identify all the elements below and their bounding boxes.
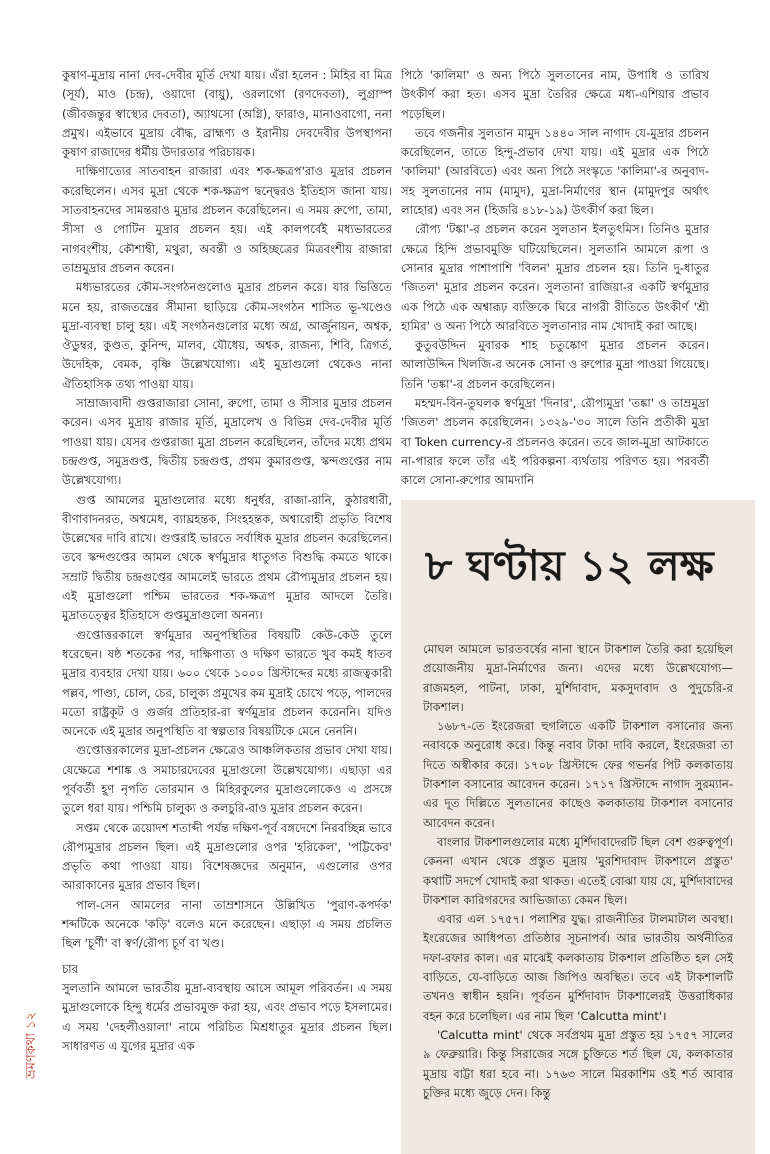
page-number: ১২ (24, 1012, 39, 1029)
paragraph: তবে গজনীর সুলতান মামুদ ১৪৪০ সাল নাগাদ যে-মুদ্রার প্রচলন করেছিলেন, তাতে হিন্দু-প্রভাব দেখা যায়। এই মুদ্রার এক পিঠে 'কালিমা' (আরবিতে) এবং অন্য পিঠে সংস্কৃতে 'কালিমা'-র অনুবাদ-সহ সুলতানের নাম (মামুদ), মুদ্রা-নির্মাণের স্থান (মামুদপুর অর্থাৎ লাহোর) এবং সন (হিজরি ৪১৮-১৯) উৎকীর্ণ করা ছিল। (401, 125, 709, 218)
paragraph: সপ্তম থেকে ত্রয়োদশ শতাব্দী পর্যন্ত দক্ষিণ-পূর্ব বঙ্গদেশে নিরবচ্ছিন্ন ভাবে রৌপ্যমুদ্রার প্রচলন ছিল। এই মুদ্রাগুলোর ওপর 'হরিকেল', 'পট্টিকের' প্রভৃতি কথা পাওয়া যায়। বিশেষজ্ঞদের অনুমান, এগুলোর ওপর আরাকানের মুদ্রার প্রভাব ছিল। (62, 820, 392, 893)
paragraph: মধ্যভারতের কৌম-সংগঠনগুলোও মুদ্রার প্রচলন করে। যার ভিত্তিতে মনে হয়, রাজতন্ত্রের সীমানা ছাড়িয়ে কৌম-সংগঠন শাসিত ভূ-খণ্ডেও মুদ্রা-ব্যবস্থা চালু হয়। এই সংগঠনগুলোর মধ্যে অগ্র, আর্জুনায়ন, অশ্বক, ঔডুম্বর, কুণ্ডত, কুনিন্দ, মালব, যৌধেয়, অশ্বক, রাজন্য, শিবি, ত্রিগর্ত, উদেহিক, বেমক, বৃষ্ণি উল্লেখযোগ্য। এই মুদ্রাগুলো থেকেও নানা ঐতিহাসিক তথ্য পাওয়া যায়। (62, 280, 392, 391)
paragraph: এবার এল ১৭৫৭। পলাশির যুদ্ধ। রাজনীতির টালমাটাল অবস্থা। ইংরেজের আধিপত্য প্রতিষ্ঠার সূচনাপর্ব। আর ভারতীয় অর্থনীতির দফা-রফার কাল। এর মাঝেই কলকাতায় টাকশাল প্রতিষ্ঠিত হল সেই বাড়িতে, যে-বাড়িতে আজ জিপিও অবস্থিত। তবে এই টাকশালটি তখনও স্বাধীন হয়নি। পূর্বতন মুর্শিদাবাদ টাকশালেরই উত্তরাধিকার বহন করে চলেছিল। এর নাম ছিল 'Calcutta mint'। (423, 912, 733, 1023)
paragraph: কুষাণ-মুদ্রায় নানা দেব-দেবীর মূর্তি দেখা যায়। এঁরা হলেন : মিহির বা মিত্র (সূর্য), মাও (চন্দ্র), ওয়াদো (বায়ু), ওরলাগো (রণদেবতা), লুগ্রাস্প (জীবজন্তুর স্বাস্থ্যের দেবতা), অ্যাথসো (অগ্নি), ফারাও, মানাওবাগো, ননা প্রমুখ। এইভাবে মুদ্রায় বৌদ্ধ, ব্রাহ্মণ্য ও ইরানীয় দেবদেবীর উপস্থাপনা কুষাণ রাজাদের ধর্মীয় উদারতার পরিচায়ক। (62, 68, 392, 160)
paragraph: গুপ্ত আমলের মুদ্রাগুলোর মধ্যে ধনুর্ধর, রাজা-রানি, কুঠারধারী, বীণাবাদনরত, অশ্বমেধ, ব্যাঘ্রহন্তক, সিংহহন্তক, অশ্বারোহী প্রভৃতি বিশেষ উল্লেখের দাবি রাখে। গুপ্তরাই ভারতে সর্বাধিক মুদ্রার প্রচলন করেছিলেন। তবে স্কন্দগুপ্তের আমল থেকে স্বর্ণমুদ্রার ধাতুগত বিশুদ্ধি কমতে থাকে। সম্রাট দ্বিতীয় চন্দ্রগুপ্তের আমলেই ভারতে প্রথম রৌপ্যমুদ্রার প্রচলন হয়। এই মুদ্রাগুলো পশ্চিম ভারতের শক-ক্ষত্রপ মুদ্রার আদলে তৈরি। মুদ্রাতত্ত্বের ইতিহাসে গুপ্তমুদ্রাগুলো অনন্য। (62, 492, 392, 623)
paragraph: মোঘল আমলে ভারতবর্ষের নানা স্থানে টাকশাল তৈরি করা হয়েছিল প্রয়োজনীয় মুদ্রা-নির্মাণের জন্য। এদের মধ্যে উল্লেখযোগ্য—রাজমহল, পাটনা, ঢাকা, মুর্শিদাবাদ, মকসুদাবাদ ও পুদুচেরি-র টাকশাল। (423, 642, 733, 714)
sidebar-box (401, 500, 755, 1154)
paragraph: দাক্ষিণাত্যের সাতবাহন রাজারা এবং শক-ক্ষত্রপ'রাও মুদ্রার প্রচলন করেছিলেন। এসব মুদ্রা থেকে শক-ক্ষত্রপ দ্বন্দ্বেরও ইতিহাস জানা যায়। সাতবাহনদের সামন্তরাও মুদ্রার প্রচলন করেছিলেন। এ সময় রুপো, তামা, সীসা ও পোটিন মুদ্রার প্রচলন হয়। এই কালপর্বেই মধ্যভারতের নাগবংশীয়, কৌশাম্বী, মথুরা, অবন্তী ও অহিচ্ছত্রের মিত্রবংশীয় রাজারা তাম্রমুদ্রার প্রচলন করেন। (62, 164, 392, 275)
paragraph: রৌপ্য 'টঙ্কা'-র প্রচলন করেন সুলতান ইলতুৎমিস। তিনিও মুদ্রার ক্ষেত্রে হিন্দি প্রভাবমুক্তি ঘটিয়েছিলেন। সুলতানি আমলে রূপা ও সোনার মুদ্রার পাশাপাশি 'বিলন' মুদ্রার প্রচলন হয়। তিনি দু-ধাতুর 'জিতল' মুদ্রার প্রচলন করেন। সুলতানা রাজিয়া-র একটি স্বর্ণমুদ্রার এক পিঠে এক অশ্বারূঢ় ব্যক্তিকে ঘিরে নাগরী রীতিতে উৎকীর্ণ 'শ্রী হামির' ও অন্য পিঠে আরবিতে সুলতানার নাম খোদাই করা আছে। (401, 222, 709, 333)
paragraph: বাংলার টাকশালগুলোর মধ্যে মুর্শিদাবাদেরটি ছিল বেশ গুরুত্বপূর্ণ। কেননা এখান থেকে প্রস্তুত মুদ্রায় 'মুরশিদাবাদ টাকশালে প্রস্তুত' কথাটি সদর্পে খোদাই করা থাকত। এতেই বোঝা যায় যে, মুর্শিদাবাদের টাকশাল কারিগরদের আভিজাত্য কেমন ছিল। (423, 834, 733, 907)
section-heading: চার (62, 961, 78, 976)
magazine-name: ভ্রমণকথা (24, 1033, 39, 1079)
paragraph: পাল-সেন আমলের নানা তাম্রশাসনে উল্লিখিত 'পুরাণ-কপর্দক' শব্দটিকে অনেকে 'কড়ি' বলেও মনে করেছেন। এছাড়া এ সময় প্রচলিত ছিল 'চূর্ণী' বা স্বর্ণ/রৌপ্য চূর্ণ বা খণ্ড। (62, 897, 392, 951)
page-footer (22, 1012, 43, 1079)
paragraph: গুপ্তোত্তরকালে স্বর্ণমুদ্রার অনুপস্থিতির বিষয়টি কেউ-কেউ তুলে ধরেছেন। ষষ্ঠ শতকের পর, দাক্ষিণাত্য ও দক্ষিণ ভারতে খুব কমই ধাতব মুদ্রার ব্যবহার দেখা যায়। ৬০০ থেকে ১০০০ খ্রিস্টাব্দের মধ্যে রাজত্বকারী পল্লব, পাণ্ড্য, চোল, চের, চালুক্য প্রমুখের কম মুদ্রাই চোখে পড়ে, পালদের মতো রাষ্ট্রকূট ও গুর্জর প্রতিহার-রা স্বর্ণমুদ্রার প্রচলন করেননি। যদিও অনেকে এই মুদ্রার অনুপস্থিতি বা স্বল্পতার বিষয়টিকে মেনে নেননি। (62, 627, 392, 739)
left-column (62, 66, 392, 1056)
paragraph: সাম্রাজ্যবাদী গুপ্তরাজারা সোনা, রুপো, তামা ও সীসার মুদ্রার প্রচলন করেন। এসব মুদ্রায় রাজার মূর্তি, মুদ্রালেখ ও বিভিন্ন দেব-দেবীর মূর্তি পাওয়া যায়। যেসব গুপ্তরাজা মুদ্রা প্রচলন করেছিলেন, তাঁদের মধ্যে প্রথম চন্দ্রগুপ্ত, সমুদ্রগুপ্ত, দ্বিতীয় চন্দ্রগুপ্ত, প্রথম কুমারগুপ্ত, স্কন্দগুপ্তের নাম উল্লেখযোগ্য। (62, 396, 392, 488)
right-column (401, 66, 709, 491)
paragraph: সুলতানি আমলে ভারতীয় মুদ্রা-ব্যবস্থায় আসে আমূল পরিবর্তন। এ সময় মুদ্রাগুলোকে হিন্দু ধর্মের প্রভাবমুক্ত করা হয়, এবং প্রভাব পড়ে ইসলামের। এ সময় 'দেহলীওয়ালা' নামে পরিচিত মিশ্রধাতুর মুদ্রার প্রচলন ছিল। সাধারণত এ যুগের মুদ্রার এক (62, 980, 392, 1053)
paragraph: পিঠে 'কালিমা' ও অন্য পিঠে সুলতানের নাম, উপাধি ও তারিখ উৎকীর্ণ করা হত। এসব মুদ্রা তৈরির ক্ষেত্রে মধ্য-এশিয়ার প্রভাব পড়েছিল। (401, 68, 709, 121)
sidebar-headline: ৮ ঘণ্টায় ১২ লক্ষ (425, 541, 714, 590)
paragraph: ১৬৮৭-তে ইংরেজরা হুগলিতে একটি টাকশাল বসানোর জন্য নবাবকে অনুরোধ করে। কিন্তু নবাব টাকা দাবি করলে, ইংরেজরা তা দিতে অস্বীকার করে। ১৭০৮ খ্রিস্টাব্দে ফের গভর্নর পিট কলকাতায় টাকশাল বসানোর আবেদন করেন। ১৭১৭ খ্রিস্টাব্দে নাগাদ সুরম্যান-এর দূত দিল্লিতে সুলতানের কাছেও কলকাতায় টাকশাল বসানোর আবেদন করেন। (423, 719, 733, 830)
paragraph: মহম্মদ-বিন-তুঘলক স্বর্ণমুদ্রা 'দিনার', রৌপ্যমুদ্রা 'তঙ্কা' ও তাম্রমুদ্রা 'জিতল' প্রচলন করেছিলেন। ১৩২৯-'৩০ সালে তিনি প্রতীকী মুদ্রা বা Token currency-র প্রচলনও করেন। তবে জাল-মুদ্রা আটকাতে না-পারার ফলে তাঁর এই পরিকল্পনা ব্যর্থতায় পরিণত হয়। পরবর্তী কালে সোনা-রুপোর আমদানি (401, 396, 709, 488)
paragraph: গুপ্তোত্তরকালের মুদ্রা-প্রচলন ক্ষেত্রেও আঞ্চলিকতার প্রভাব দেখা যায়। যেক্ষেত্রে শশাঙ্ক ও সমাচারদেবের মুদ্রাগুলো উল্লেখযোগ্য। এছাড়া এর পূর্ববর্তী হূণ নৃপতি তোরমান ও মিহিরকুলের মুদ্রাগুলোকেও এ প্রসঙ্গে তুলে ধরা যায়। পশ্চিমি চালুক্য ও কলচুরি-রাও মুদ্রার প্রচলন করেন। (62, 743, 392, 816)
paragraph: কুতুবউদ্দিন মুবারক শাহ চতুষ্কোণ মুদ্রার প্রচলন করেন। আলাউদ্দিন খিলজি-র অনেক সোনা ও রুপোর মুদ্রা পাওয়া গিয়েছে। তিনি 'তঙ্কা'-র প্রচলন করেছিলেন। (401, 338, 709, 391)
sidebar-body (423, 640, 733, 1103)
paragraph: 'Calcutta mint' থেকে সর্বপ্রথম মুদ্রা প্রস্তুত হয় ১৭৫৭ সালের ৯ ফেব্রুয়ারি। কিন্তু সিরাজের সঙ্গে চুক্তিতে শর্ত ছিল যে, কলকাতার মুদ্রায় বাট্টা ধরা হবে না। ১৭৬৩ সালে মিরকাশিম ওই শর্ত আবার চুক্তির মধ্যে জুড়ে দেন। কিন্তু (423, 1027, 733, 1100)
